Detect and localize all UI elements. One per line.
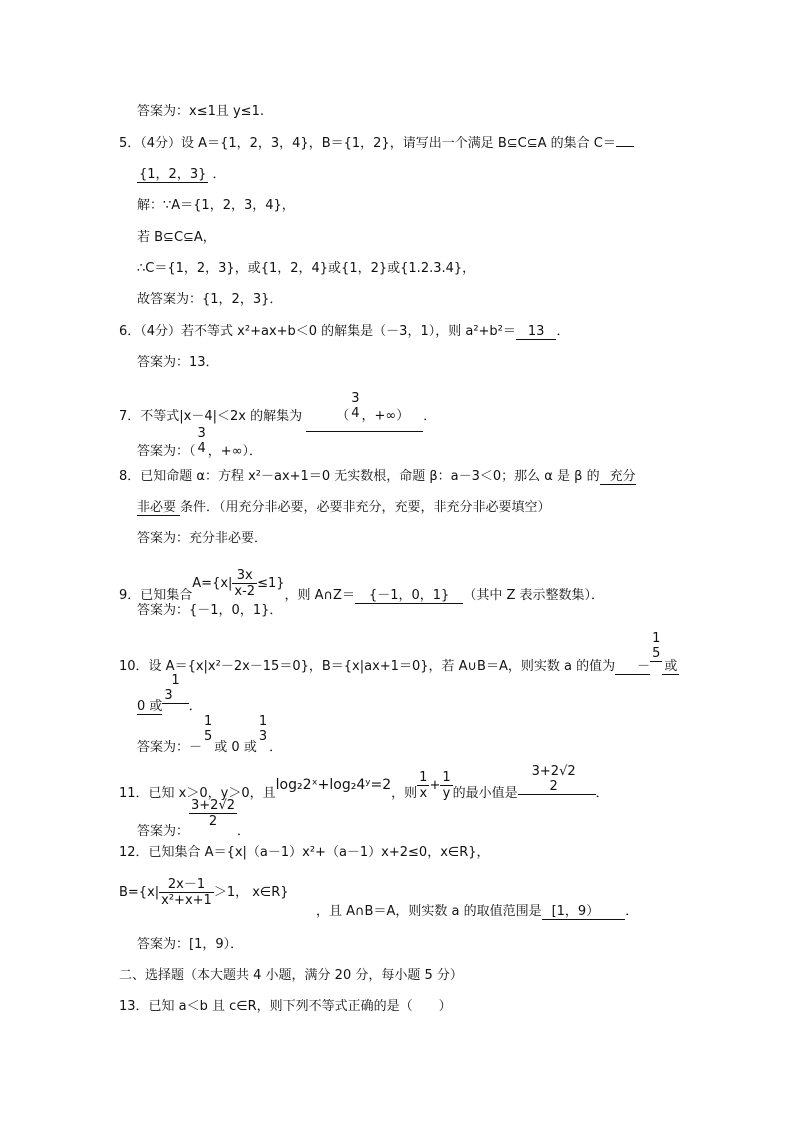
q10-answer-b: 或 0 或	[214, 739, 257, 755]
q10-or-1: 或	[664, 659, 678, 674]
question-9	[119, 560, 604, 603]
q12-set-expression	[119, 877, 289, 908]
q10-answer-a: 答案为：－	[137, 739, 203, 755]
q9-frac-den: x-2	[234, 584, 256, 599]
q12-blank: [1，9）	[542, 904, 626, 920]
q11-f2-den: y	[440, 785, 452, 801]
q5-solution-4: 故答案为：{1，2，3}．	[137, 292, 283, 307]
q9-set-left: A={x|	[192, 576, 233, 591]
question-11	[119, 764, 609, 801]
q11-answer	[137, 798, 251, 839]
q12-line-3	[316, 904, 638, 920]
q7-answer	[137, 420, 263, 459]
q9-mid: ，则 A∩Z＝	[284, 588, 355, 603]
q12-set-right: ＞1， x∈R}	[213, 885, 289, 900]
q10-text: 10．设 A＝{x|x²－2x－15＝0}，B＝{x|ax+1＝0}，若 A∪B＝A，则实数 a 的值为	[119, 659, 616, 674]
q10-line2-start: 0 或	[137, 699, 163, 714]
q11-answer-end: ．	[237, 824, 251, 839]
q8-blank-1: 充分	[600, 469, 636, 485]
q5-answer-line	[137, 167, 226, 183]
q6-blank: 13	[516, 324, 557, 340]
q11-blank-den: 2	[549, 779, 558, 794]
q11-answer-label: 答案为：	[137, 824, 190, 839]
q12-frac-den: x²+x+1	[161, 893, 212, 908]
q9-set-expression	[192, 568, 285, 599]
q9-set-right: ≤1}	[257, 576, 285, 591]
q11-mid2: 的最小值是	[452, 786, 518, 801]
q5-text: 5．（4分）设 A＝{1，2，3，4}，B＝{1，2}，请写出一个满足 B⊆C⊆A 的集合 C＝	[119, 136, 616, 151]
q12-set-left: B={x|	[119, 885, 160, 900]
q7-answer-left: 答案为：（	[137, 443, 196, 459]
q7-ans-den: 4	[197, 441, 206, 456]
q12-answer: 答案为：[1，9）．	[137, 937, 244, 952]
q11-answer-fraction	[189, 798, 237, 829]
q7-blank-left: （	[336, 408, 350, 424]
q7-blank	[306, 391, 423, 432]
q11-f1-num: 1	[419, 770, 428, 785]
q7-ans-num: 3	[197, 426, 206, 441]
q10-answer-fraction-1	[202, 714, 214, 744]
section-2-heading: 二、选择题（本大题共 4 小题，满分 20 分，每小题 5 分）	[119, 968, 463, 983]
q9-blank: {－1，0，1}	[355, 588, 463, 604]
q12-fraction	[159, 877, 214, 908]
q5-period: ．	[208, 167, 226, 182]
q8-blank-2: 非必要	[137, 500, 180, 516]
q7-blank-right: ，+∞）	[361, 408, 410, 424]
q7-period: ．	[423, 408, 437, 424]
question-12: 12．已知集合 A＝{x|（a－1）x²+（a－1）x+2≤0，x∈R}，	[119, 845, 490, 860]
q9-text: 9．已知集合	[119, 588, 193, 603]
q8-line-2	[137, 500, 551, 516]
q5-solution-1: 解：∵A＝{1，2，3，4}，	[137, 198, 295, 213]
q10-blank-a: －	[615, 659, 650, 675]
q10-f1-den: 5	[652, 646, 661, 661]
q12-mid: ，且 A∩B＝A，则实数 a 的取值范围是	[316, 904, 542, 919]
q10-ans-f2-num: 1	[258, 714, 268, 729]
q11-fraction-1y	[440, 770, 452, 801]
q10-answer-end: ．	[269, 739, 283, 755]
q10-line-2	[137, 673, 202, 714]
q12-end: ．	[625, 904, 639, 919]
q11-end: ．	[595, 786, 609, 801]
q9-fraction	[232, 568, 257, 599]
question-6	[119, 324, 569, 340]
q11-f1-den: x	[417, 785, 429, 801]
q7-text: 7．不等式|x－4|＜2x 的解集为	[119, 408, 303, 424]
q8-answer: 答案为：充分非必要．	[137, 531, 268, 546]
q11-ans-num: 3+2√2	[191, 798, 236, 813]
q7-frac-num: 3	[351, 391, 360, 406]
q10-f2-num: 1	[171, 673, 180, 688]
q10-ans-f1-den: 5	[204, 729, 213, 744]
q7-frac-den: 4	[351, 406, 360, 421]
q11-text: 11．已知 x＞0，y＞0，且	[119, 786, 276, 801]
q10-line2-end: ．	[188, 699, 202, 714]
q11-ans-den: 2	[189, 813, 237, 829]
q12-line-2	[119, 877, 289, 908]
q11-mid: ，则	[391, 786, 418, 801]
question-5	[119, 136, 634, 152]
q11-f2-num: 1	[442, 770, 451, 785]
answer-q4: 答案为：x≤1且 y≤1.	[137, 104, 264, 119]
question-7	[119, 385, 437, 424]
q6-text: 6．（4分）若不等式 x²+ax+b＜0 的解集是（－3，1），则 a²+b²＝	[119, 324, 516, 339]
q11-blank-num: 3+2√2	[531, 764, 576, 779]
q6-period: ．	[556, 324, 570, 339]
q10-answer	[137, 714, 283, 755]
q10-f1-num: 1	[652, 631, 661, 646]
question-13: 13．已知 a＜b 且 c∈R，则下列不等式正确的是（ ）	[119, 999, 452, 1014]
q7-answer-fraction	[196, 426, 208, 456]
q12-frac-num: 2x－1	[167, 877, 206, 892]
q5-blank-start	[616, 146, 634, 147]
question-10	[119, 631, 679, 674]
q5-solution-3: ∴C＝{1，2，3}，或{1，2，4}或{1，2}或{1.2.3.4}，	[137, 261, 476, 276]
q10-fraction-2	[162, 673, 188, 704]
q11-plus: +	[429, 778, 441, 793]
q11-fraction-1x	[417, 770, 429, 801]
q5-blank: {1，2，3}	[139, 167, 207, 182]
q10-answer-fraction-2	[257, 714, 269, 744]
q11-blank-fraction	[518, 764, 596, 795]
q7-fraction	[349, 391, 361, 421]
q8-text-2: 条件．（用充分非必要，必要非充分，充要，非充分非必要填空）	[180, 500, 551, 515]
q9-suffix: （其中 Z 表示整数集）．	[463, 588, 604, 603]
q9-frac-num: 3x	[236, 568, 253, 583]
q7-answer-right: ，+∞）．	[207, 443, 263, 459]
q5-solution-2: 若 B⊆C⊆A，	[137, 230, 216, 245]
q8-text: 8．已知命题 α：方程 x²－ax+1＝0 无实数根，命题 β：a－3＜0；那么 α 是 β 的	[119, 469, 600, 484]
q10-ans-f2-den: 3	[258, 729, 268, 744]
question-8	[119, 469, 636, 485]
q10-ans-f1-num: 1	[204, 714, 213, 729]
q9-answer: 答案为：{－1，0，1}．	[137, 603, 283, 618]
q6-answer: 答案为：13．	[137, 355, 219, 370]
q11-log-expression: log₂2ˣ+log₂4ʸ=2	[275, 777, 392, 793]
q10-f2-den: 3	[162, 688, 188, 704]
q10-fraction-1	[650, 631, 662, 662]
